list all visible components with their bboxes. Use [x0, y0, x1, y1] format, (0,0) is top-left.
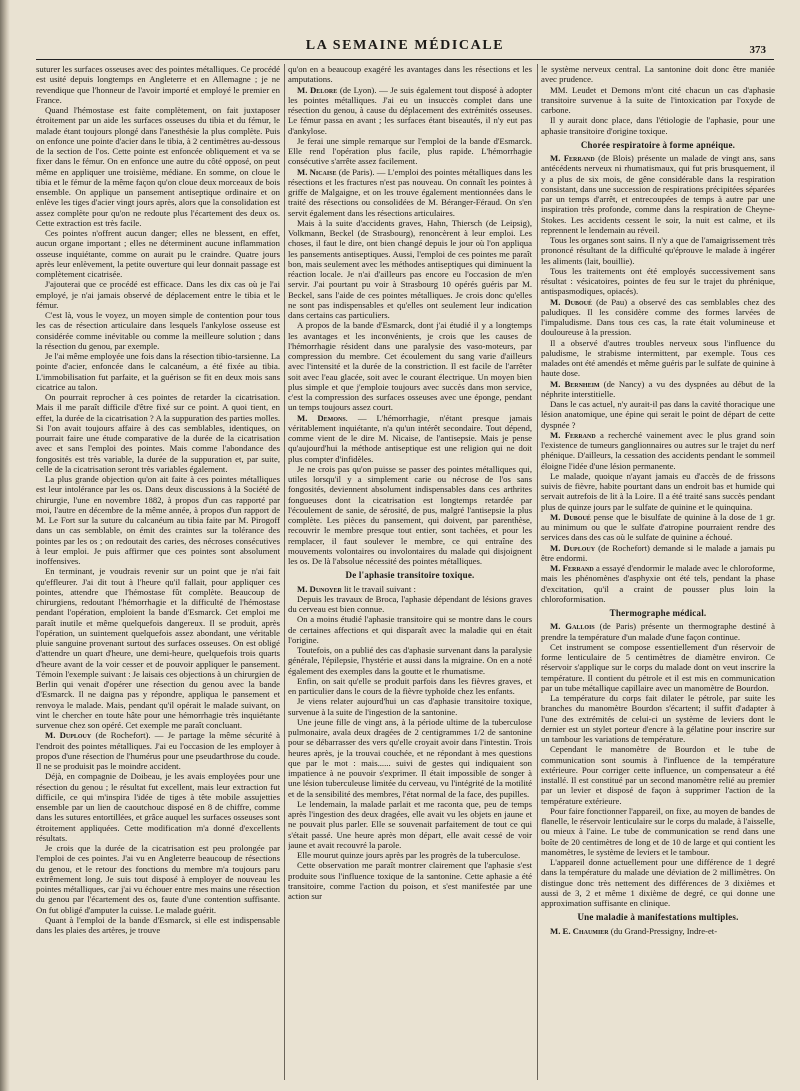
paragraph-text: La température du corps fait dilater le pétrole, par suite les branches du manomètre Bourdon s'écartent; il suffit d'adapter à l'une des extrémités de celui-ci un système de leviers dont le dernier est un stylet porteur d'encre à la gélatine pour inscrire sur un tambour les variations de température. [541, 693, 775, 744]
paragraph [541, 64, 775, 85]
paragraph [541, 563, 775, 604]
speaker-name: M. Bernheim [550, 378, 600, 389]
paragraph-text: C'est là, vous le voyez, un moyen simple de contention pour tous les cas de résection articulaire dans lesquels l'ankylose osseuse est considérée comme inévitable ou comme la meilleure solution ; dans la résection du genou, par exemple. [36, 310, 280, 351]
paragraph [541, 266, 775, 297]
paragraph-text: (de Lyon). — Je suis également tout disposé à adopter les pointes métalliques. J'ai eu un insuccès complet dans une résection du genou, à cause du déplacement des extrémités osseuses. Le fémur passa en avant ; les surfaces étant biseautés, il n'y eut pas d'ankylose. [288, 84, 532, 136]
paragraph [288, 850, 532, 860]
paragraph [541, 153, 775, 235]
paragraph [288, 645, 532, 676]
speaker-name: M. Duplouy [550, 542, 596, 553]
paragraph [36, 351, 280, 392]
paragraph-text: Enfin, on sait qu'elle se produit parfois dans les fièvres graves, et en particulier dans le cours de la fièvre typhoïde chez les enfants. [288, 675, 532, 696]
paragraph-text: Je ne crois pas qu'on puisse se passer des pointes métalliques qui, utiles lorsqu'il y a simplement carie ou nécrose de l'os sans fongosités, deviennent absolument indispensables dans ces arthrites fongueuses dont la cicatrisation est longtemps retardée par l'écoulement de sanie, de sérosité, de pus, malgré l'antisepsie la plus complète. Les pièces du pansement, qui doivent, par parenthèse, recouvrir le membre presque tout entier, sont tachées, et pour les remplacer, il faut soulever le membre, ce qui entraîne des mouvements volontaires ou involontaires du malade qui disjoignent les os. De là l'absolue nécessité des pointes métalliques. [288, 463, 532, 566]
paragraph-text: La plus grande objection qu'on ait faite à ces pointes métalliques est leur intolérance par les os. Dans deux discussions à la Société de chirurgie, l'une en novembre 1882, à propos d'un cas rapporté par moi, l'autre en décembre de la même année, à propos d'un rapport de M. Le Fort sur la suture du calcanéum au tibia faite par M. Pirogoff dans un cas semblable, on émit des craintes sur la tolérance des pointes par les os ; on redoutait des caries, des nécroses consécutives à leur emploi. Je puis affirmer que ces pointes sont absolument inoffensives. [36, 474, 280, 566]
paragraph-text: (de Rochefort) demande si le malade a jamais pu être endormi. [541, 542, 775, 563]
paragraph-text: Je viens relater aujourd'hui un cas d'aphasie transitoire toxique, survenue à la suite de l'ingestion de la santonine. [288, 696, 532, 717]
paragraph [288, 717, 532, 799]
paragraph [541, 693, 775, 744]
paragraph-text: Je crois que la durée de la cicatrisation est peu prolongée par l'emploi de ces pointes. J'ai vu en Angleterre beaucoup de résections du genou, et le retour des fonctions du membre m'a toujours paru extrêmement long. Je suis tout disposé à employer de nouveau les pointes métalliques, car j'ai vu échouer entre mes mains une résection du genou par l'écartement des os, faute d'une contention suffisante. On fut obligé d'amputer la cuisse. Le malade guérit. [36, 843, 280, 915]
paragraph [541, 399, 775, 430]
speaker-name: M. Ferrand [550, 429, 596, 440]
paragraph-text: Elle mourut quinze jours après par les progrès de la tuberculose. [297, 850, 521, 860]
paragraph-text: . — L'hémorrhagie, n'étant presque jamais véritablement inquiétante, n'a qu'un intérêt secondaire. Tout dépend, comme vient de le dire M. Nicaise, de l'antisepsie. Mais je pense qu'aujourd'hui la méthode antiseptique est une religion qui ne doit plus compter d'infidèles. [288, 412, 532, 464]
text-column-1 [36, 64, 280, 1080]
paragraph-text: Il a observé d'autres troubles nerveux sous l'influence du paludisme, le strabisme intermittent, par exemple. Tous ces malades ont été amendés et même guéris par le sulfate de quinine à haute dose. [541, 337, 775, 379]
paragraph-text: Je l'ai même employée une fois dans la résection tibio-tarsienne. La pointe d'acier, enfoncée dans le calcanéum, a été fixée au tibia. L'immobilisation fut parfaite, et la guérison se fit en deux mois sans cicatrice au talon. [36, 351, 280, 392]
paragraph [541, 512, 775, 543]
paragraph-text: pense que le bisulfate de quinine à la dose de 1 gr. au minimum ou que le sulfate d'atropine pourraient rendre des services dans des cas où le sulfate de quinine a échoué. [541, 511, 775, 543]
paragraph [36, 279, 280, 310]
speaker-name: M. Duboué [550, 511, 591, 522]
paragraph [288, 584, 532, 594]
paragraph [288, 799, 532, 850]
paragraph-text: On a moins étudié l'aphasie transitoire qui se montre dans le cours de certaines affections et qui disparaît avec la maladie qui en était l'origine. [288, 614, 532, 645]
paragraph [288, 413, 532, 464]
paragraph-text: Une jeune fille de vingt ans, à la période ultime de la tuberculose pulmonaire, avala deux dragées de 2 centigrammes 1/2 de santonine pour se débarrasser des vers qu'elle croyait avoir dans l'intestin. Trois heures après, je la trouvai couchée, et ne répondant à mes questions que par le mot : mais...... suivi de gestes qui indiquaient son impatience à ne pouvoir s'exprimer. Il était impossible de songer à une lésion tuberculeuse limitée du cerveau, vu l'intégrité de la motilité et de la sensibilité des membres, l'état normal de la face, des pupilles. [288, 716, 532, 799]
paragraph [541, 115, 775, 136]
paragraph [541, 642, 775, 693]
paragraph-text: (de Paris) présente un thermographe destiné à prendre la température d'un malade d'une façon continue. [541, 621, 775, 642]
paragraph-text: qu'on en a beaucoup exagéré les avantages dans les résections et les amputations. [288, 64, 532, 85]
paragraph [36, 474, 280, 566]
paragraph [288, 167, 532, 218]
paragraph [541, 926, 775, 936]
paragraph-text: Quant à l'emploi de la bande d'Esmarck, si elle est indispensable dans les plaies des artères, je trouve [36, 914, 280, 935]
paragraph [288, 136, 532, 167]
section-heading: Thermographe médical. [609, 608, 707, 618]
paragraph [36, 105, 280, 228]
paragraph [541, 85, 775, 116]
paragraph-text: Le lendemain, la malade parlait et me raconta que, peu de temps après l'ingestion des deux dragées, elle avait vu les objets en jaune et ne pouvait plus parler. Elle se souvenait parfaitement de tout ce qui s'était passé. Une heure après mon départ, elle avait cessé de voir jaune et avait recouvré la parole. [288, 798, 532, 850]
page-header [36, 38, 774, 56]
paragraph [36, 730, 280, 771]
paragraph [36, 64, 280, 105]
paragraph [541, 806, 775, 857]
paragraph-text: MM. Leudet et Demons m'ont cité chacun un cas d'aphasie transitoire survenue à la suite de l'intoxication par l'oxyde de carbone. [541, 84, 775, 115]
paragraph-text: Il y aurait donc place, dans l'étiologie de l'aphasie, pour une aphasie transitoire d'origine toxique. [541, 115, 775, 136]
speaker-name: M. Delore [297, 84, 338, 95]
paragraph-text: Ces pointes n'offrent aucun danger; elles ne blessent, en effet, aucun organe important ; elles ne déterminent aucune inflammation osseuse inquiétante, comme on aurait pu le craindre. Quatre jours après leur enlèvement, la petite ouverture qui leur donnait passage est complètement cicatrisée. [36, 228, 280, 279]
speaker-name: M. E. Chaumier [550, 925, 609, 936]
paragraph-text: Tous les organes sont sains. Il n'y a que de l'amaigrissement très prononcé résultant de la difficulté qu'éprouve le malade à ingérer les aliments (lait, bouillie). [541, 235, 775, 266]
paragraph-text: Mais à la suite d'accidents graves, Hahn, Thiersch (de Leipsig), Volkmann, Beckel (de Strasbourg), renoncèrent à leur emploi. Les choses, il faut le dire, ont bien changé depuis le jour où l'on appliqua les pansements antiseptiques. Aussi, l'emploi de ces pointes me paraît bon, mais seulement avec les méthodes antiseptiques qui diminuent la réaction locale. Je n'ai d'ailleurs pas encore eu l'occasion de m'en servir. J'ai pourtant pu voir à Strasbourg 10 opérés guéris par M. Beckel, sans l'aide de ces pointes métalliques. Je crois donc qu'elles ne sont pas indispensables et qu'elles ont seulement leur indication dans certains cas particuliers. [288, 217, 532, 320]
binding-shadow [0, 0, 10, 1091]
paragraph [288, 860, 532, 901]
paragraph [541, 379, 775, 400]
paragraph-text: (de Nancy) a vu des dyspnées au début de la néphrite interstitielle. [541, 378, 775, 399]
paragraph [541, 543, 775, 564]
paragraph [36, 392, 280, 474]
paragraph-text: Cet instrument se compose essentiellement d'un réservoir de forme lenticulaire de 5 centimètres de diamètre environ. Ce réservoir s'applique sur le corps du malade dont on veut inscrire la température. Il contient du pétrole et il est mis en communication par un tube métallique capillaire avec un manomètre de Bourdon. [541, 641, 775, 693]
column-divider [537, 64, 538, 1080]
paragraph [36, 566, 280, 730]
paragraph [288, 696, 532, 717]
paragraph-text: lit le travail suivant : [341, 583, 416, 594]
paragraph [288, 464, 532, 567]
paragraph-text: (de Blois) présente un malade de vingt ans, sans antécédents nerveux ni rhumatismaux, qui fut pris brusquement, il y a plus de six mois, de gêne considérable dans la respiration consistant, dans une succession de respirations précipitées séparées par un temps d'arrêt, et entrecoupées de temps à autre par une inspiration très profonde, comme dans la respiration de Cheyne-Stokes. Les accidents cessent le soir, la nuit est calme, et ils reprennent le lendemain au réveil. [541, 153, 775, 235]
paragraph-text: a recherché vainement avec le plus grand soin l'existence de tumeurs ganglionnaires ou autres sur le trajet du nerf phénique. D'ailleurs, la cessation des accidents pendant le sommeil éloigne l'idée d'une lésion permanente. [541, 429, 775, 471]
paragraph [541, 857, 775, 908]
paragraph-text: suturer les surfaces osseuses avec des pointes métalliques. Ce procédé est usité depuis longtemps en Angleterre et en Allemagne ; je ne revendique que l'honneur de l'avoir importé et employé le premier en France. [36, 64, 280, 105]
paragraph-text: a essayé d'endormir le malade avec le chloroforme, mais les phénomènes d'asphyxie ont été tels, pendant la phase d'excitation, qu'il a craint de pousser plus loin la chloroformisation. [541, 563, 775, 604]
paragraph-text: Toutefois, on a publié des cas d'aphasie survenant dans la paralysie générale, l'épilepsie, l'hystérie et aussi dans la migraine. On en a noté également des exemples dans la goutte et le rhumatisme. [288, 645, 532, 676]
paragraph-text: (du Grand-Pressigny, Indre-et- [608, 925, 718, 936]
paragraph [541, 235, 775, 266]
speaker-name: M. Ferrand [550, 563, 594, 573]
paragraph-text: Tous les traitements ont été employés successivement sans résultat : vésicatoires, pointes de feu sur le trajet du phrénique, antispasmodiques, opiacés). [541, 265, 775, 297]
speaker-name: M. Duplouy [45, 730, 92, 741]
text-column-2 [288, 64, 532, 1080]
speaker-name: M. Dunoyer [297, 583, 342, 594]
paragraph [288, 64, 532, 85]
paragraph [541, 297, 775, 338]
speaker-name: M. Duboué [550, 296, 593, 307]
paragraph-text: Le malade, quoique n'ayant jamais eu d'accès de de frissons suivis de fièvre, habite pourtant dans un endroit bas et humide qui servait autrefois de lit à la Loire. Il a été traité sans succès pendant plus de quinze jours par le sulfate de quinine et le quinquina. [541, 470, 775, 512]
paragraph [36, 915, 280, 936]
paragraph-text: On pourrait reprocher à ces pointes de retarder la cicatrisation. Mais il me paraît difficile d'être fixé sur ce point. A quoi tient, en effet, la durée de la cicatrisation ? A la suppuration des parties molles. Si l'on avait toujours affaire à des cas semblables, identiques, on pourrait faire une étude comparative de la durée de la cicatrisation avec et sans l'emploi des pointes. Mais comme l'abondance des fongosités est très variable, la durée de la suppuration et, par suite, celle de la cicatrisation seront très variables également. [36, 392, 280, 474]
paragraph-text: Je ferai une simple remarque sur l'emploi de la bande d'Esmarck. Elle rend l'opération plus facile, plus rapide. L'hémorrhagie consécutive s'arrête assez facilement. [288, 135, 532, 167]
paragraph-text: Quand l'hémostase est faite complètement, on fait juxtaposer étroitement par un aide les surfaces osseuses du tibia et du fémur, le malade étant toujours plongé dans l'anesthésie la plus complète. Puis on enfonce une pointe d'acier dans le tibia, à 2 centimètres au-dessous de la section de l'os. Cette pointe est enfoncée obliquement et va se fixer dans le fémur. On en enfonce une autre du côté opposé, on peut même en appliquer une troisième, médiane. En somme, on cloue le tibia et le fémur de la même façon qu'on cloue deux morceaux de bois ensemble. On applique un pansement antiseptique ordinaire et on enlève les tiges d'acier vingt jours après, alors que la consolidation est assez complète pour qu'on ne redoute plus l'écartement des deux os. Cette extraction est très facile. [36, 105, 280, 228]
section-heading: Une maladie à manifestations multiples. [577, 912, 739, 923]
section-heading: Chorée respiratoire à forme apnéique. [580, 139, 736, 150]
paragraph [36, 310, 280, 351]
paragraph-text: A propos de la bande d'Esmarck, dont j'ai étudié il y a longtemps les avantages et les inconvénients, je crois que les causes de l'hémorrhagie résident dans une paralysie des vaso-moteurs, par compression du membre. Cet écoulement du sang varie d'ailleurs avec l'intensité et la durée de la constriction. Il est facile de l'arrêter soit avec l'eau glacée, soit avec le courant électrique. Un moyen bien plus simple et que j'emploie toujours avec succès dans mon service, c'est la compression des surfaces osseuses avec une éponge, pendant un temps toujours assez court. [288, 320, 532, 413]
running-title: LA SEMAINE MÉDICALE [305, 38, 505, 53]
paragraph-text: Dans le cas actuel, n'y aurait-il pas dans la cavité thoracique une lésion anatomique, une épine qui serait le point de départ de cette dyspnée ? [541, 399, 775, 430]
paragraph-text: le système nerveux central. La santonine doit donc être maniée avec prudence. [541, 64, 775, 85]
paragraph-text: Déjà, en compagnie de Doibeau, je les avais employées pour une résection du genou ; le résultat fut excellent, mais leur extraction fut difficile, ce qui m'inspira l'idée de tiges à tête mobile assujetties ensemble par un lien de caoutchouc disposé en 8 de chiffre, comme dans les sutures entortillées, et grâce auquel les surfaces osseuses sont étroitement appliquées. Cette modification m'a donné d'excellents résultats. [36, 771, 280, 843]
paragraph [541, 430, 775, 471]
paragraph [288, 614, 532, 645]
text-column-3 [541, 64, 775, 1080]
paragraph-text: Depuis les travaux de Broca, l'aphasie dépendant de lésions graves du cerveau est bien connue. [288, 593, 532, 614]
column-divider [284, 64, 285, 1080]
paragraph [288, 676, 532, 697]
paragraph [541, 621, 775, 642]
speaker-name: M. Demons [297, 412, 346, 423]
paragraph-text: L'appareil donne actuellement pour une différence de 1 degré dans la température du malade une déviation de 2 millimètres. On distingue donc très nettement des différences de 3 dixièmes et aussi de 3, 2 et même 1 dixième de degré, ce qui donne une approximation suffisante en clinique. [541, 857, 775, 908]
paragraph-text: En terminant, je voudrais revenir sur un point que je n'ai fait qu'effleurer. J'ai dit tout à l'heure qu'il fallait, pour appliquer ces pointes, attendre que l'hémostase fût complète. Beaucoup de chirurgiens, redoutant l'hémorrhagie et la difficulté de l'hémostase pendant l'opération, emploient la bande d'Esmarck. Cet emploi me paraît inutile et même quelquefois dangereux. Il se produit, après l'opération, un suintement quelquefois assez abondant, une véritable pluie sanguine provenant surtout des surfaces osseuses. On est obligé d'attendre un quart d'heure, une demi-heure, quelquefois trois quarts d'heure avant de la voir cesser et de pouvoir appliquer le pansement. Témoin l'exemple suivant : Je laisais ces objections à un chirurgien de Berlin qui venait d'opérer une résection du genou avec la bande d'Esmarck. Il ne daigna pas y répondre, appliqua le pansement et renvoya le malade. Mais, pendant qu'il opérait le malade suivant, on vint le chercher en toute hâte pour une hémorrhagie très inquiétante survenue chez son opéré. Cet exemple me paraît concluant. [36, 566, 280, 730]
paragraph-text: (de Paris). — L'emploi des pointes métalliques dans les résections et les fractures n'est pas nouveau. On connaît les pointes à griffe de Malgaigne, et on les trouve également mentionnées dans le traité des résections ou consolidées de M. Béranger-Féraud. On s'en servit également dans les résections articulaires. [288, 166, 532, 218]
paragraph [288, 218, 532, 321]
paragraph [36, 843, 280, 915]
speaker-name: M. Ferrand [550, 153, 595, 163]
paragraph-text: J'ajouterai que ce procédé est efficace. Dans les dix cas où je l'ai employé, je n'ai jamais observé de déplacement entre le tibia et le fémur. [36, 279, 280, 310]
paragraph [541, 744, 775, 806]
paragraph-text: (de Pau) a observé des cas semblables chez des paludiques. Il les considère comme des formes larvées de l'impaludisme. Dans tous ces cas, la rate était volumineuse et douloureuse à la pression. [541, 296, 775, 338]
speaker-name: M. Nicaise [297, 166, 337, 177]
paragraph-text: Cependant le manomètre de Bourdon et le tube de communication sont soumis à l'influence de la température extérieure. Pour corriger cette influence, un compensateur a été installé. Il est constitué par un second manomètre relié au premier par un levier et disposé de façon à supprimer l'action de la température extérieure. [541, 744, 775, 806]
paragraph [288, 320, 532, 412]
paragraph [288, 85, 532, 136]
section-heading: De l'aphasie transitoire toxique. [345, 570, 475, 581]
paragraph [541, 338, 775, 379]
paragraph-text: (de Rochefort). — Je partage la même sécurité à l'endroit des pointes métalliques. J'ai eu l'occasion de les employer à propos d'une résection de l'humérus pour une pseudarthrose du coude. Il ne se produisit pas le moindre accident. [36, 730, 280, 771]
speaker-name: M. Gallois [550, 621, 595, 632]
paragraph [288, 594, 532, 615]
paragraph [36, 771, 280, 843]
paragraph-text: Cette observation me paraît montrer clairement que l'aphasie s'est produite sous l'influence toxique de la santonine. Cette aphasie a été transitoire, comme l'action du poison, et s'est manifestée par une action sur [288, 860, 532, 901]
page-number: 373 [749, 44, 766, 56]
header-rule [36, 59, 774, 60]
paragraph [541, 471, 775, 512]
paragraph [36, 228, 280, 279]
paragraph-text: Pour faire fonctionner l'appareil, on fixe, au moyen de bandes de flanelle, le réservoir lenticulaire sur le corps du malade, à l'aisselle, ou mieux à l'aine. Le tube de communication se rend dans une boîte de 20 centimètres de long et de 10 de large et qui contient les manomètres, le système de leviers et le tambour. [541, 805, 775, 857]
